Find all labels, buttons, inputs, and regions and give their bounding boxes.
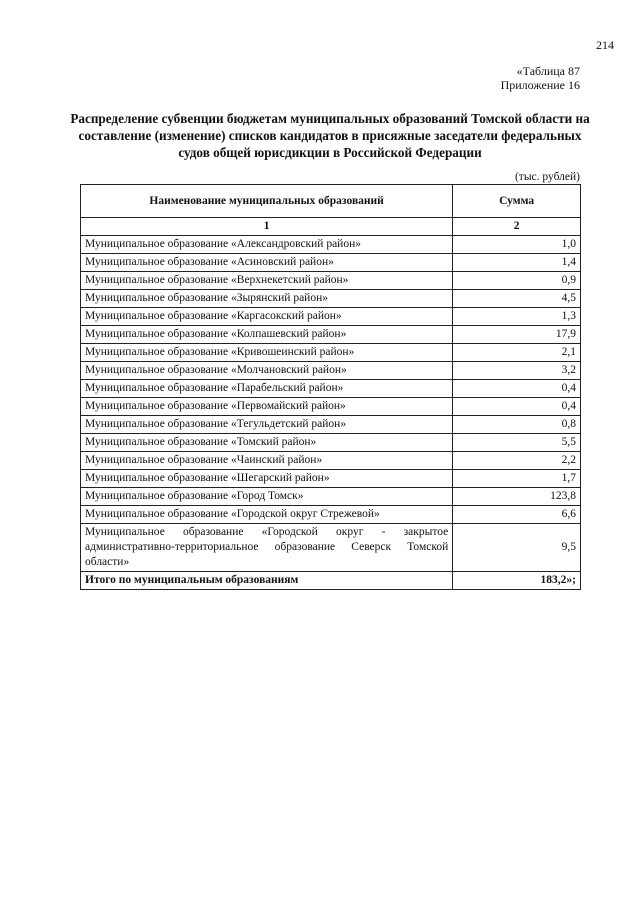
amount-value: 1,7 — [453, 470, 581, 488]
table-reference: «Таблица 87 — [516, 64, 580, 78]
index-col-1: 1 — [81, 218, 453, 236]
table-row — [81, 488, 581, 506]
header-name: Наименование муниципальных образований — [81, 185, 453, 218]
municipality-name: Муниципальное образование «Томский район» — [81, 434, 453, 452]
table-row — [81, 254, 581, 272]
total-row — [81, 572, 581, 590]
municipality-name: Муниципальное образование «Шегарский район» — [81, 470, 453, 488]
table-row — [81, 236, 581, 254]
page-number: 214 — [596, 38, 614, 52]
units-label: (тыс. рублей) — [514, 171, 580, 183]
table-row — [81, 452, 581, 470]
amount-value: 9,5 — [453, 524, 581, 572]
municipality-name: Муниципальное образование «Колпашевский район» — [81, 326, 453, 344]
total-label: Итого по муниципальным образованиям — [81, 572, 453, 590]
amount-value: 1,0 — [453, 236, 581, 254]
table-row — [81, 524, 581, 572]
table-row — [81, 398, 581, 416]
municipality-name: Муниципальное образование «Каргасокский район» — [81, 308, 453, 326]
amount-value: 0,8 — [453, 416, 581, 434]
table-header-row — [81, 185, 581, 218]
amount-value: 0,9 — [453, 272, 581, 290]
header-amount: Сумма — [453, 185, 581, 218]
amount-value: 0,4 — [453, 398, 581, 416]
index-row — [81, 218, 581, 236]
table-row — [81, 506, 581, 524]
municipality-name: Муниципальное образование «Верхнекетский район» — [81, 272, 453, 290]
municipality-name: Муниципальное образование «Первомайский район» — [81, 398, 453, 416]
table-row — [81, 470, 581, 488]
amount-value: 3,2 — [453, 362, 581, 380]
index-col-2: 2 — [453, 218, 581, 236]
amount-value: 6,6 — [453, 506, 581, 524]
table-row — [81, 326, 581, 344]
table-row — [81, 344, 581, 362]
municipality-name: Муниципальное образование «Тегульдетский район» — [81, 416, 453, 434]
amount-value: 5,5 — [453, 434, 581, 452]
amount-value: 0,4 — [453, 380, 581, 398]
municipality-name: Муниципальное образование «Городской округ Стрежевой» — [81, 506, 453, 524]
document-title: Распределение субвенции бюджетам муниципальных образований Томской области на составление (изменение) списков кандидатов в присяжные заседатели федеральных судов общей юрисдикции в Российской Федерации — [70, 111, 590, 160]
total-amount: 183,2»; — [453, 572, 581, 590]
amount-value: 4,5 — [453, 290, 581, 308]
municipality-name: Муниципальное образование «Парабельский район» — [81, 380, 453, 398]
amount-value: 1,3 — [453, 308, 581, 326]
table-row — [81, 362, 581, 380]
amount-value: 17,9 — [453, 326, 581, 344]
municipality-name: Муниципальное образование «Александровский район» — [81, 236, 453, 254]
annex-reference — [501, 64, 580, 92]
amount-value: 123,8 — [453, 488, 581, 506]
table-row — [81, 434, 581, 452]
amount-value: 1,4 — [453, 254, 581, 272]
amount-value: 2,1 — [453, 344, 581, 362]
distribution-table — [80, 184, 581, 590]
municipality-name: Муниципальное образование «Чаинский район» — [81, 452, 453, 470]
table-row — [81, 272, 581, 290]
table-row — [81, 416, 581, 434]
municipality-name: Муниципальное образование «Город Томск» — [81, 488, 453, 506]
municipality-name: Муниципальное образование «Асиновский район» — [81, 254, 453, 272]
table-row — [81, 380, 581, 398]
municipality-name: Муниципальное образование «Городской округ - закрытое административно-территориальное образование Северск Томской области» — [81, 524, 453, 572]
municipality-name: Муниципальное образование «Кривошеинский район» — [81, 344, 453, 362]
amount-value: 2,2 — [453, 452, 581, 470]
appendix-reference: Приложение 16 — [500, 78, 580, 92]
table-row — [81, 308, 581, 326]
municipality-name: Муниципальное образование «Зырянский район» — [81, 290, 453, 308]
table-row — [81, 290, 581, 308]
municipality-name: Муниципальное образование «Молчановский район» — [81, 362, 453, 380]
